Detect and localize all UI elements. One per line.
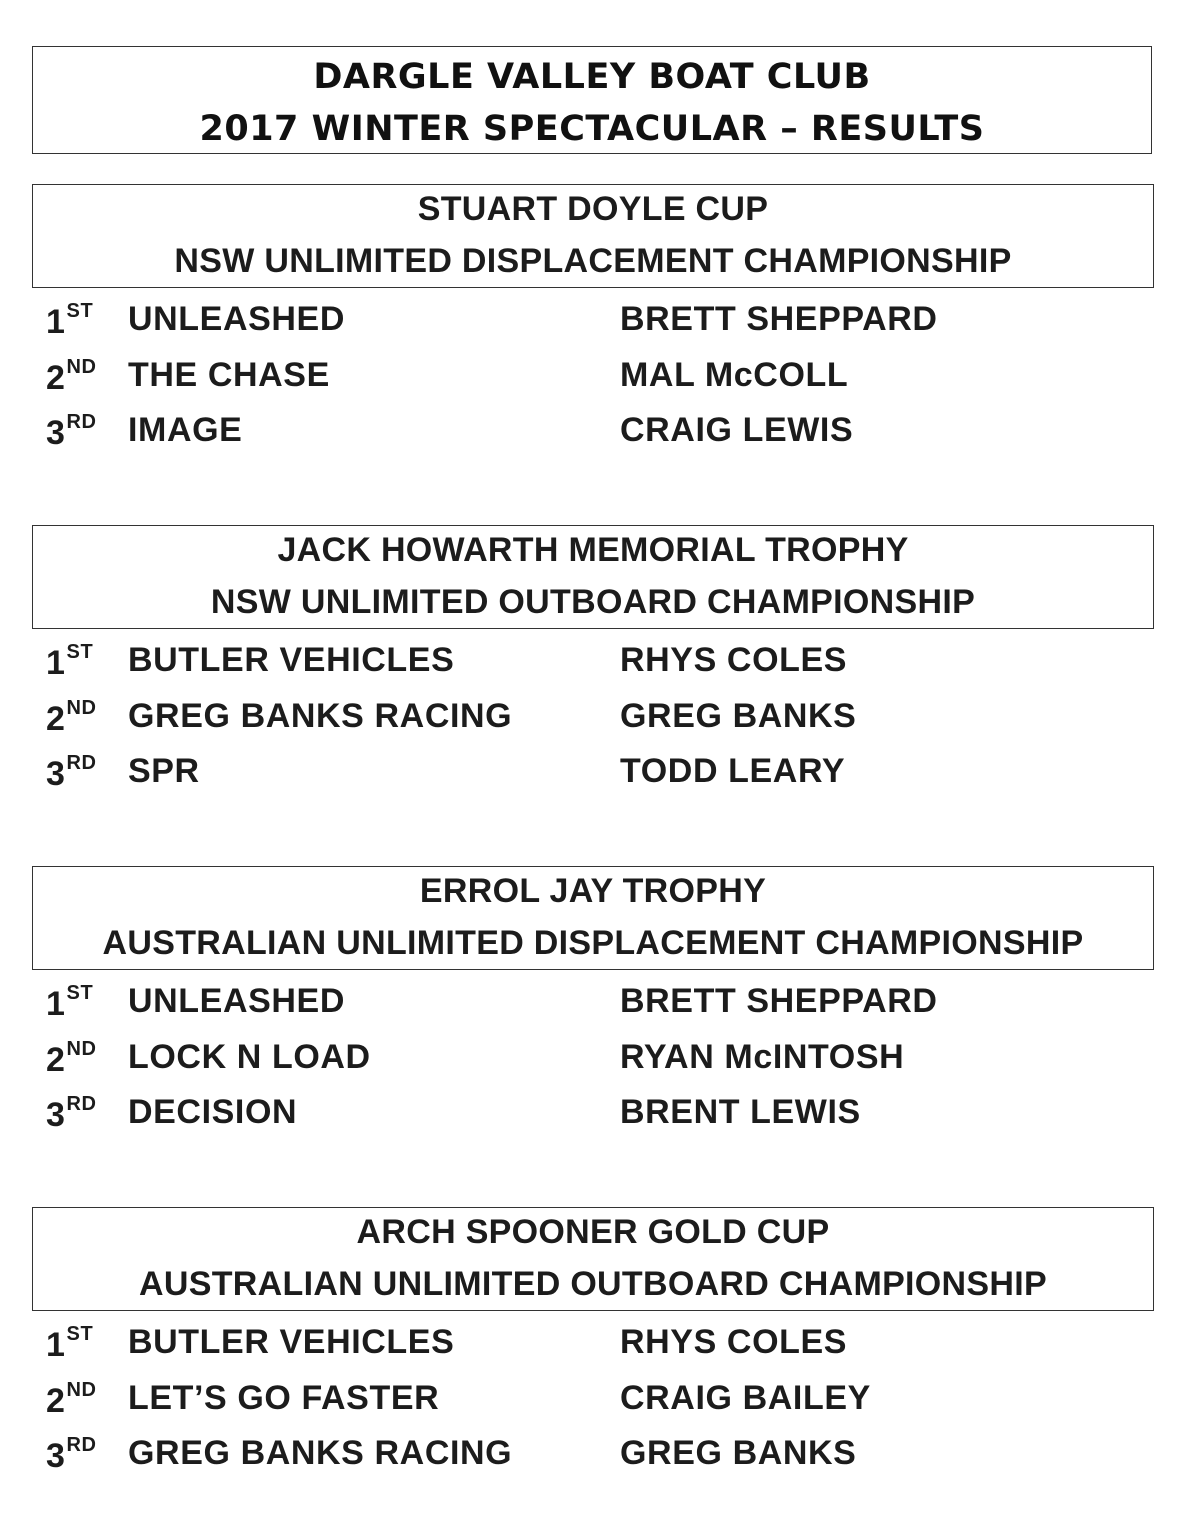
boat-name: LOCK N LOAD (128, 1037, 371, 1076)
result-row (32, 1093, 1154, 1149)
result-row (32, 752, 1154, 808)
section-title-box (32, 1207, 1154, 1311)
result-row (32, 411, 1154, 467)
results-list (32, 982, 1154, 1149)
driver-name: BRETT SHEPPARD (620, 300, 938, 338)
place: 3RD (46, 1434, 97, 1475)
boat-name: DECISION (128, 1093, 298, 1131)
trophy-name: ERROL JAY TROPHY (419, 872, 767, 910)
place: 2ND (46, 1037, 97, 1079)
results-list (32, 1323, 1154, 1490)
race-section-arch-spooner-gold-cup (32, 1207, 1154, 1490)
driver-name: GREG BANKS (620, 1434, 857, 1472)
driver-name: MAL McCOLL (620, 355, 849, 394)
championship-name: AUSTRALIAN UNLIMITED OUTBOARD CHAMPIONSHIP (139, 1265, 1047, 1303)
driver-name: BRENT LEWIS (620, 1093, 861, 1131)
driver-name: TODD LEARY (620, 752, 846, 790)
result-row (32, 1379, 1154, 1435)
race-section-errol-jay-trophy (32, 866, 1154, 1149)
boat-name: LET’S GO FASTER (128, 1378, 440, 1417)
result-row (32, 300, 1154, 356)
boat-name: UNLEASHED (128, 982, 345, 1020)
club-name: DARGLE VALLEY BOAT CLUB (313, 57, 871, 97)
place: 1ST (46, 641, 94, 682)
driver-name: BRETT SHEPPARD (620, 982, 938, 1020)
driver-name: RHYS COLES (620, 1323, 848, 1361)
place: 2ND (46, 696, 97, 738)
result-row (32, 1038, 1154, 1094)
driver-name: RHYS COLES (620, 641, 848, 679)
result-row (32, 1434, 1154, 1490)
trophy-name: JACK HOWARTH MEMORIAL TROPHY (277, 531, 909, 569)
result-row (32, 641, 1154, 697)
driver-name: GREG BANKS (620, 696, 857, 735)
place: 3RD (46, 1093, 97, 1134)
section-title-box (32, 866, 1154, 970)
result-row (32, 982, 1154, 1038)
result-row (32, 1323, 1154, 1379)
boat-name: UNLEASHED (128, 300, 345, 338)
championship-name: NSW UNLIMITED DISPLACEMENT CHAMPIONSHIP (174, 242, 1012, 280)
championship-name: AUSTRALIAN UNLIMITED DISPLACEMENT CHAMPIONSHIP (102, 924, 1084, 962)
result-row (32, 697, 1154, 753)
place: 1ST (46, 300, 94, 341)
results-list (32, 641, 1154, 808)
results-list (32, 300, 1154, 467)
section-title-box (32, 525, 1154, 629)
place: 1ST (46, 1323, 94, 1364)
document-header (32, 46, 1152, 154)
boat-name: GREG BANKS RACING (128, 1434, 513, 1472)
place: 2ND (46, 1378, 97, 1420)
trophy-name: ARCH SPOONER GOLD CUP (356, 1213, 830, 1251)
race-section-jack-howarth-memorial-trophy (32, 525, 1154, 808)
section-title-box (32, 184, 1154, 288)
boat-name: BUTLER VEHICLES (128, 641, 455, 679)
boat-name: THE CHASE (128, 355, 330, 394)
boat-name: SPR (128, 752, 200, 790)
race-section-stuart-doyle-cup (32, 184, 1154, 467)
place: 1ST (46, 982, 94, 1023)
place: 3RD (46, 752, 97, 793)
boat-name: IMAGE (128, 411, 243, 449)
place: 2ND (46, 355, 97, 397)
boat-name: GREG BANKS RACING (128, 696, 513, 735)
driver-name: RYAN McINTOSH (620, 1037, 905, 1076)
championship-name: NSW UNLIMITED OUTBOARD CHAMPIONSHIP (210, 583, 976, 621)
driver-name: CRAIG LEWIS (620, 411, 854, 449)
result-row (32, 356, 1154, 412)
event-title: 2017 WINTER SPECTACULAR – RESULTS (199, 109, 985, 149)
trophy-name: STUART DOYLE CUP (417, 190, 769, 228)
driver-name: CRAIG BAILEY (620, 1378, 871, 1417)
place: 3RD (46, 411, 97, 452)
boat-name: BUTLER VEHICLES (128, 1323, 455, 1361)
